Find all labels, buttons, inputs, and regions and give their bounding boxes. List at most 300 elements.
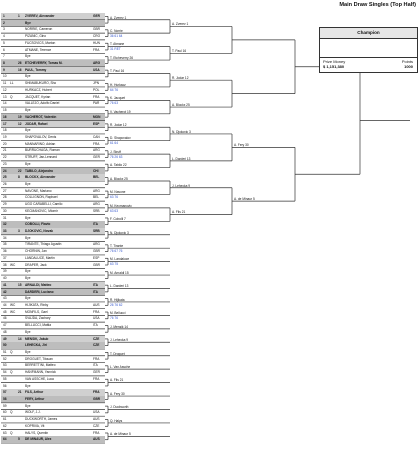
round-2-score: 76 76	[110, 316, 118, 321]
player-number: 19	[3, 134, 7, 139]
player-country: FRA	[93, 47, 100, 52]
player-name: Bye	[25, 215, 31, 220]
player-country: CZE	[93, 343, 100, 348]
player-name: LEHECKA, Jiri	[25, 343, 47, 348]
player-name: NAVONE, Mariano	[25, 188, 52, 193]
player-name: KOPRIVA, Vit	[25, 423, 45, 428]
player-number: 52	[3, 356, 7, 361]
player-number: 48	[3, 329, 7, 334]
draw-row	[1, 383, 105, 389]
player-name: BURRUCHAGA, Roman	[25, 148, 60, 153]
round-2-winner: K. Jacquet	[110, 96, 126, 101]
player-name: HALYS, Quentin	[25, 430, 49, 435]
player-name: SVAJDA, Zachary	[25, 316, 51, 321]
player-number: 56	[3, 383, 7, 388]
draw-row	[1, 315, 105, 321]
draw-row	[1, 255, 105, 261]
player-number: 45	[3, 309, 7, 314]
player-name: PIZANIC, Gino	[25, 34, 47, 39]
draw-row	[1, 409, 105, 415]
round-3-winner: N. Djokovic 3	[172, 129, 191, 134]
player-name: Bye	[25, 403, 31, 408]
player-number: 61	[3, 417, 7, 422]
player-name: JODAR, Rafael	[25, 121, 48, 126]
draw-row	[1, 289, 105, 295]
player-number: 1	[3, 14, 5, 18]
entry-type: LL	[10, 81, 14, 86]
champion-name	[320, 39, 417, 58]
draw-row	[1, 114, 105, 120]
round-2-score: 63 76	[110, 195, 118, 200]
player-country: FRA	[93, 430, 100, 435]
round-2-winner: T. Tirante	[110, 244, 124, 248]
player-country: FRA	[93, 309, 100, 314]
draw-row	[1, 161, 105, 167]
player-number: 60	[3, 410, 7, 415]
draw-row	[1, 342, 105, 348]
player-country: AUS	[93, 437, 100, 442]
round-4-winner: A. Fery 30	[234, 143, 249, 148]
player-number: 21	[3, 148, 7, 153]
round-2-winner: C. Norrie	[110, 28, 123, 33]
player-number: 49	[3, 336, 7, 341]
player-name: Bye	[25, 128, 31, 133]
player-country: ITA	[93, 222, 98, 227]
player-name: Bye	[25, 74, 31, 79]
player-country: ARG	[93, 202, 100, 207]
round-2-score: 76 63	[110, 101, 118, 106]
draw-row	[1, 20, 105, 26]
round-2-winner: Q. Halys	[110, 418, 123, 423]
draw-row	[1, 215, 105, 221]
draw-row	[1, 80, 105, 86]
round-2-winner: T. Atmane	[110, 42, 125, 47]
player-number: 39	[3, 269, 7, 274]
player-number: 13	[3, 94, 7, 99]
round-3-winner: L. Darderi 13	[172, 156, 191, 161]
player-name: DJOKOVIC, Novak	[25, 229, 53, 234]
round-2-score-cell	[110, 316, 168, 320]
player-number: 53	[3, 363, 7, 368]
player-name: Bye	[25, 161, 31, 166]
player-name: Bye	[25, 20, 31, 25]
player-number: 22	[3, 155, 7, 160]
player-country: BEL	[93, 175, 100, 180]
player-number: 54	[3, 370, 7, 375]
player-number: 58	[3, 397, 7, 402]
player-name: FERY, Arthur	[25, 397, 45, 402]
draw-row	[1, 121, 105, 127]
round-2-score: 26 76 62	[110, 302, 123, 307]
player-name: SHIMABUKURO, Sho	[25, 81, 57, 86]
player-number: 47	[3, 323, 7, 328]
round-2-winner: R. Hijikata	[110, 297, 125, 302]
player-country: ARG	[93, 61, 101, 66]
player-country: JPN	[93, 81, 100, 86]
player-name: LANDALUCE, Martin	[25, 255, 55, 260]
round-2-score: 31 RET	[110, 47, 121, 52]
round-2-winner: A. Blockx 25	[110, 176, 128, 181]
entry-type: Q	[10, 430, 13, 435]
player-number: 29	[3, 202, 7, 207]
seed-number: 3	[18, 229, 20, 234]
draw-row	[1, 141, 105, 147]
round-2-winner: V. Vacherot 19	[110, 109, 131, 114]
draw-row	[1, 416, 105, 422]
player-number: 7	[3, 54, 5, 59]
player-name: Bye	[25, 296, 31, 301]
draw-row	[1, 221, 105, 227]
champion-box	[319, 27, 418, 73]
draw-row	[1, 295, 105, 301]
draw-row	[1, 13, 105, 19]
player-name: FILS, Arthur	[25, 390, 44, 395]
round-2-winner: T. Etcheverry 26	[110, 55, 134, 60]
player-number: 51	[3, 350, 7, 354]
round-2-winner: N. Djokovic 3	[110, 230, 129, 235]
player-name: TABILO, Alejandro	[25, 168, 53, 173]
round-2-score-cell	[110, 155, 168, 159]
draw-row	[1, 362, 105, 368]
player-number: 10	[3, 74, 7, 79]
player-name: COLLIGNON, Raphael	[25, 195, 58, 200]
round-2-winner: A. Tabilo 22	[110, 163, 127, 168]
player-name: HIJIKATA, Rinky	[25, 302, 49, 307]
round-2-winner: A. Fery 30	[110, 391, 125, 396]
player-number: 40	[3, 276, 7, 281]
draw-row	[1, 53, 105, 59]
draw-row	[1, 336, 105, 342]
entry-type: Q	[10, 350, 13, 354]
draw-row	[1, 60, 105, 66]
round-2-winner: F. Cobolli 7	[110, 217, 126, 222]
round-2-winner: J. Struff	[110, 149, 121, 154]
round-2-winner: L. Darderi 13	[110, 284, 129, 289]
player-name: Bye	[25, 276, 31, 281]
player-country: CHI	[93, 168, 99, 173]
player-name: DARDERI, Luciano	[25, 289, 54, 294]
player-number: 43	[3, 296, 7, 301]
draw-row	[1, 389, 105, 395]
entry-type: WC	[10, 302, 16, 307]
player-number: 17	[3, 121, 7, 126]
draw-row	[1, 241, 105, 247]
draw-row	[1, 100, 105, 106]
draw-row	[1, 322, 105, 328]
draw-row	[1, 349, 105, 355]
player-country: ESP	[93, 255, 100, 260]
entry-type: WC	[10, 309, 16, 314]
draw-row	[1, 201, 105, 207]
draw-row	[1, 436, 105, 442]
player-number: 2	[3, 20, 5, 25]
draw-row	[1, 268, 105, 274]
player-number: 36	[3, 249, 7, 254]
prize-money-value: $ 1,151,380	[323, 64, 345, 69]
player-country: GER	[93, 14, 100, 18]
draw-row	[1, 369, 105, 375]
player-country: POL	[93, 87, 100, 92]
player-number: 20	[3, 141, 7, 146]
round-2-score-cell	[110, 303, 168, 307]
draw-row	[1, 235, 105, 241]
round-3-winner: A. Fils 21	[172, 210, 186, 215]
seed-number: 1	[18, 14, 20, 18]
seed-number: 8	[18, 175, 20, 180]
player-number: 26	[3, 182, 7, 186]
player-number: 33	[3, 229, 7, 234]
player-country: PAR	[93, 101, 100, 106]
player-country: GBR	[93, 397, 101, 402]
player-number: 14	[3, 101, 7, 106]
round-2-winner: A. Fils 21	[110, 378, 124, 383]
entry-type: WC	[10, 262, 16, 267]
draw-row	[1, 430, 105, 436]
round-2-score: 76 26 63	[110, 154, 123, 159]
player-name: DROGUET, Titouan	[25, 356, 53, 361]
player-name: Bye	[25, 182, 31, 186]
draw-row	[1, 73, 105, 79]
player-number: 41	[3, 282, 7, 287]
player-country: GER	[93, 370, 100, 375]
entry-type: Q	[10, 94, 13, 99]
player-country: CRO	[93, 34, 101, 39]
player-name: PAUL, Tommy	[25, 67, 47, 72]
draw-row	[1, 403, 105, 409]
player-name: DUCKWORTH, James	[25, 417, 58, 422]
player-name: NORRIE, Cameron	[25, 27, 53, 32]
player-name: CHORNIN, Jan	[25, 249, 47, 254]
player-name: MENSIK, Jakub	[25, 336, 49, 341]
player-country: USA	[93, 410, 100, 415]
player-name: VALLEJO, Adolfo Daniel	[25, 101, 60, 106]
player-country: AUS	[93, 302, 100, 307]
player-number: 57	[3, 390, 7, 395]
draw-row	[1, 356, 105, 362]
round-2-winner: L. Van Assche	[110, 364, 131, 369]
draw-row	[1, 228, 105, 234]
player-number: 64	[3, 437, 7, 442]
player-country: CZE	[93, 423, 100, 428]
draw-row	[1, 47, 105, 53]
player-number: 25	[3, 175, 7, 180]
player-country: HUN	[93, 40, 100, 45]
draw-row	[1, 154, 105, 160]
round-3-winner: R. Jodar 12	[172, 76, 189, 80]
player-name: JACQUET, Kyrian	[25, 94, 51, 99]
player-number: 37	[3, 255, 7, 260]
draw-row	[1, 181, 105, 187]
player-name: ATMANE, Terence	[25, 47, 52, 52]
player-number: 34	[3, 235, 7, 240]
player-name: Bye	[25, 54, 31, 59]
player-number: 35	[3, 242, 7, 247]
player-country: ITA	[93, 363, 98, 368]
draw-row	[1, 33, 105, 39]
player-number: 8	[3, 61, 5, 66]
player-country: SRB	[93, 229, 100, 234]
player-number: 55	[3, 376, 7, 381]
round-3-winner: A. Blockx 25	[172, 102, 190, 107]
round-2-score-cell	[110, 209, 168, 213]
entry-type: Q	[10, 370, 13, 375]
round-2-score: 63 75	[110, 262, 118, 267]
round-2-score: 76 67 76	[110, 249, 123, 253]
round-2-score-cell	[110, 262, 168, 266]
player-name: UGO CARABELLI, Camilo	[25, 202, 63, 207]
player-name: VACHEROT, Valentin	[25, 114, 57, 119]
draw-row	[1, 147, 105, 153]
seed-number: 21	[18, 390, 22, 395]
round-2-winner: M. Bellucci	[110, 311, 126, 316]
round-2-winner: J. Duckworth	[110, 405, 129, 410]
player-name: ARNALDI, Matteo	[25, 282, 52, 287]
player-country: GBR	[93, 27, 100, 32]
points-label: Points	[401, 59, 413, 64]
seed-number: 12	[18, 121, 22, 126]
player-name: DE MINAUR, Alex	[25, 437, 52, 442]
player-country: MON	[93, 114, 101, 119]
player-name: KECMANOVIC, Miomir	[25, 208, 58, 213]
player-number: 12	[3, 87, 7, 92]
player-country: SRB	[93, 208, 100, 213]
round-3-winner: T. Paul 16	[172, 49, 187, 54]
draw-row	[1, 423, 105, 429]
entry-type: Q	[10, 410, 13, 415]
player-country: ARG	[93, 242, 100, 247]
round-2-score-cell	[110, 141, 168, 145]
player-name: Bye	[25, 235, 31, 240]
player-name: FUCSOVICS, Marton	[25, 40, 56, 45]
player-name: ZVEREV, Alexander	[25, 14, 55, 18]
player-name: Bye	[25, 269, 31, 274]
round-2-winner: M. Landaluce	[110, 257, 130, 262]
player-name: MONFILS, Gael	[25, 309, 48, 314]
player-country: GBR	[93, 249, 100, 254]
player-number: 9	[3, 67, 5, 72]
draw-row	[1, 302, 105, 308]
draw-row	[1, 188, 105, 194]
draw-row	[1, 262, 105, 268]
player-number: 27	[3, 188, 7, 193]
draw-row	[1, 208, 105, 214]
points-value: 1000	[404, 64, 413, 69]
round-2-winner: D. Shapovalov	[110, 136, 131, 141]
round-2-winner: T. Droguet	[110, 351, 125, 356]
player-number: 59	[3, 403, 7, 408]
player-name: MANNARINO, Adrian	[25, 141, 56, 146]
player-name: DRAPER, Jack	[25, 262, 47, 267]
player-name: WOLF, J.J.	[25, 410, 41, 415]
player-country: FRA	[93, 141, 100, 146]
draw-row	[1, 194, 105, 200]
round-2-winner: J. Lehecka 9	[110, 338, 129, 343]
page-title: Main Draw Singles (Top Half)	[339, 2, 416, 8]
player-name: TIRANTE, Thiago Agustin	[25, 242, 62, 247]
seed-number: 26	[18, 61, 22, 66]
draw-row	[1, 67, 105, 73]
player-number: 32	[3, 222, 7, 227]
player-number: 38	[3, 262, 7, 267]
draw-row	[1, 134, 105, 140]
round-2-winner: M. Navone	[110, 190, 126, 195]
player-country: AUS	[93, 417, 100, 422]
seed-number: 15	[18, 282, 22, 287]
round-3-winner: A. Zverev 1	[172, 22, 189, 27]
player-country: FRA	[93, 390, 100, 395]
round-2-winner: R. Jodar 12	[110, 123, 127, 128]
round-2-score-cell	[110, 101, 168, 105]
player-name: Bye	[25, 350, 31, 354]
player-name: ETCHEVERRY, Tomas M.	[25, 61, 63, 66]
player-number: 31	[3, 215, 7, 220]
draw-row	[1, 168, 105, 174]
seed-number: 19	[18, 114, 22, 119]
round-2-winner: T. Paul 16	[110, 69, 125, 74]
player-name: Bye	[25, 383, 31, 388]
seed-number: 5	[18, 437, 20, 442]
player-number: 6	[3, 47, 5, 52]
prize-money-label: Prize Money	[323, 59, 346, 64]
draw-row	[1, 174, 105, 180]
player-number: 23	[3, 161, 7, 166]
player-country: ESP	[93, 121, 100, 126]
draw-row	[1, 40, 105, 46]
draw-row	[1, 376, 105, 382]
round-2-winner: J. Mensik 14	[110, 324, 128, 329]
player-name: BERRETTINI, Matteo	[25, 363, 56, 368]
player-name: COBOLLI, Flavio	[25, 222, 51, 227]
round-2-winner: M. Arnaldi 15	[110, 270, 129, 275]
player-name: VAN ASSCHE, Luca	[25, 376, 54, 381]
round-2-score-cell	[110, 195, 168, 199]
player-name: STRUFF, Jan-Lennard	[25, 155, 57, 160]
draw-row	[1, 107, 105, 113]
round-3-winner: J. Lehecka 9	[172, 183, 191, 188]
player-number: 4	[3, 34, 5, 39]
player-country: GER	[93, 155, 100, 160]
seed-number: 16	[18, 67, 22, 72]
player-number: 3	[3, 27, 5, 32]
player-number: 18	[3, 128, 7, 133]
champion-heading: Champion	[320, 28, 417, 39]
draw-row	[1, 248, 105, 254]
draw-row	[1, 94, 105, 100]
player-number: 50	[3, 343, 7, 348]
player-country: BEL	[93, 195, 100, 200]
player-country: FRA	[93, 94, 100, 99]
draw-row	[1, 309, 105, 315]
round-4-winner: A. de Minaur 5	[234, 196, 255, 201]
player-name: SHAPOVALOV, Denis	[25, 134, 57, 139]
draw-row	[1, 127, 105, 133]
player-country: ITA	[93, 289, 98, 294]
player-name: BELLUCCI, Mattia	[25, 323, 52, 328]
player-country: USA	[93, 316, 100, 321]
player-number: 24	[3, 168, 7, 173]
round-2-winner: A. de Minaur 5	[110, 432, 131, 437]
player-country: ITA	[93, 323, 98, 328]
player-country: ARG	[93, 148, 100, 153]
draw-row	[1, 275, 105, 281]
draw-row	[1, 26, 105, 32]
round-2-winner: A. Zverev 1	[110, 15, 127, 20]
player-country: CAN	[93, 134, 100, 139]
player-number: 62	[3, 423, 7, 428]
player-number: 63	[3, 430, 7, 435]
round-2-score-cell	[110, 47, 168, 51]
player-name: HANFMANN, Yannick	[25, 370, 56, 375]
